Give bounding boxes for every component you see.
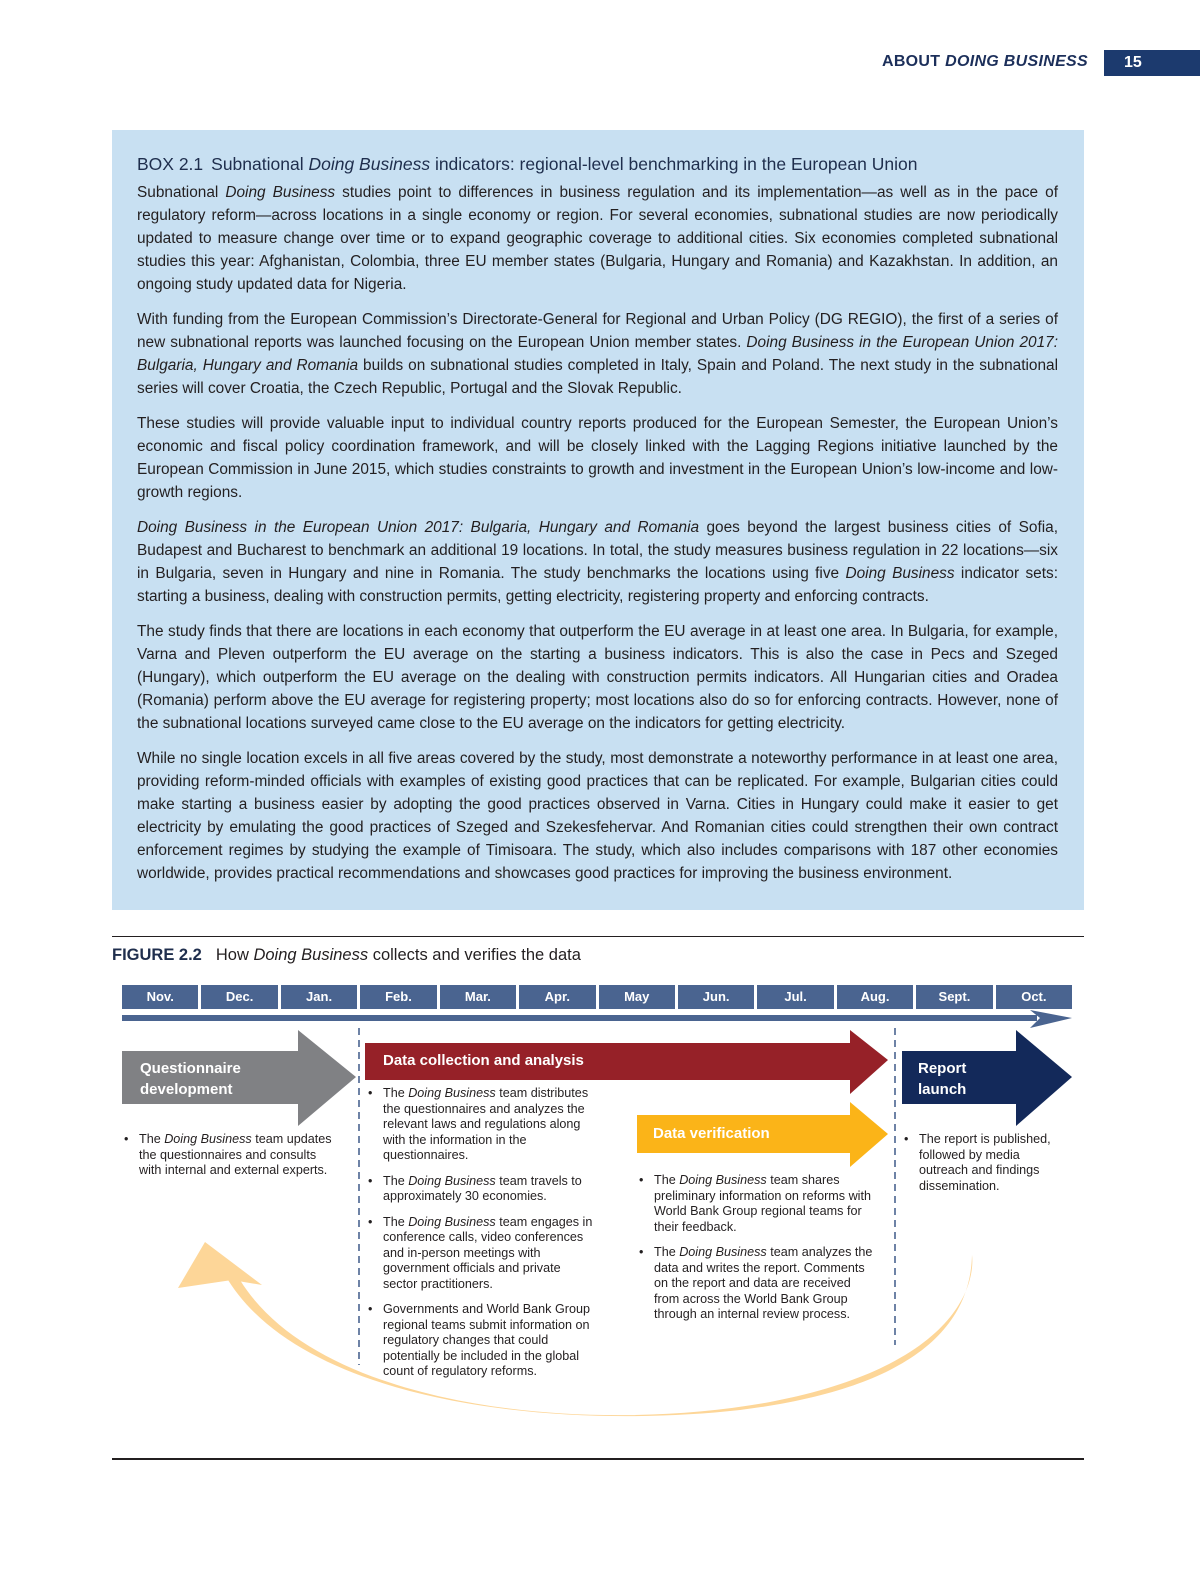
process-diagram xyxy=(0,1010,1200,1430)
box-label: BOX 2.1 xyxy=(137,154,204,174)
list-item xyxy=(366,1086,598,1164)
p4-italic-1: Doing Business in the European Union 2017: Bulgaria, Hungary and Romania xyxy=(137,519,700,536)
bottom-rule xyxy=(112,1458,1084,1460)
questionnaire-label xyxy=(140,1058,241,1100)
p1-a: Subnational xyxy=(137,184,226,201)
list-item xyxy=(366,1174,598,1205)
running-title xyxy=(882,53,1088,71)
bullet-post: team distributes the questionnaires and analyzes the relevant laws and regulations along with the information in the questionnaires. xyxy=(383,1086,589,1162)
p4-b: indicator sets: starting a business, dealing with construction permits, getting electricity, registering property and enforcing contracts. xyxy=(137,565,1058,605)
month-cell: Jul. xyxy=(757,985,833,1009)
p1-b: studies point to differences in business regulation and its implementation—as well as in the pace of regulatory reform—across locations in a single economy or region. For several economies, subnational studies are now periodically updated to measure change over time or to expand geographic coverage to additional cities. Six economies completed subnational studies this year: Afghanistan, Colombia, three EU member states (Bulgaria, Hungary and Romania) and Kazakhstan. In addition, an ongoing study updated data for Nigeria. xyxy=(137,184,1058,293)
data-collection-label: Data collection and analysis xyxy=(383,1052,584,1069)
list-item xyxy=(637,1245,875,1323)
bullet-pre: The xyxy=(383,1086,409,1100)
month-cell: Sept. xyxy=(916,985,992,1009)
questionnaire-label-line1: Questionnaire xyxy=(140,1060,241,1077)
bullet-post: team travels to approximately 30 economies. xyxy=(383,1173,582,1203)
bullet-post: team analyzes the data and writes the report. Comments on the report and data are received from across the World Bank Group through an internal review process. xyxy=(654,1245,873,1321)
p2-italic: Doing Business in the European Union 2017: Bulgaria, Hungary and Romania xyxy=(137,334,1058,374)
month-cell: May xyxy=(599,985,675,1009)
bullet-post: team engages in conference calls, video conferences and in-person meetings with government officials and private sector practitioners. xyxy=(383,1214,593,1291)
box-paragraph-5: The study finds that there are locations in each economy that outperform the EU average in at least one area. In Bulgaria, for example, Varna and Pleven outperform the EU average on the starting a business indicators. This is also the case in Pecs and Szeged (Hungary), which outperform the EU average on the dealing with construction permits indicators. All Hungarian cities and Oradea (Romania) perform above the EU average for registering property; most locations also do so for enforcing contracts. However, none of the subnational locations surveyed came close to the EU average on the indicators for getting electricity. xyxy=(137,623,1058,732)
month-cell: Oct. xyxy=(996,985,1072,1009)
box-paragraph-4 xyxy=(137,516,1058,608)
month-cell: Apr. xyxy=(519,985,595,1009)
month-cell: Feb. xyxy=(360,985,436,1009)
box-paragraph-3: These studies will provide valuable input to individual country reports produced for the European Semester, the European Union’s economic and fiscal policy coordination framework, and will be closely linked with the Lagging Regions initiative launched by the European Commission in June 2015, which studies constraints to growth and investment in the European Union’s low-income and low-growth regions. xyxy=(137,415,1058,501)
bullet-post: team shares preliminary information on reforms with World Bank Group regional teams for their feedback. xyxy=(654,1173,871,1234)
list-item: • The report is published, followed by media outreach and findings dissemination. xyxy=(902,1132,1072,1194)
box-title-pre: Subnational xyxy=(211,154,309,174)
list-item: • Governments and World Bank Group regional teams submit information on regulatory changes that could potentially be included in the global count of regulatory reforms. xyxy=(366,1302,598,1380)
p2-a: With funding from the European Commission’s Directorate-General for Regional and Urban Policy (DG REGIO), the first of a series of new subnational reports was launched focusing on the European Union member states. xyxy=(137,311,1058,351)
list-item xyxy=(366,1215,598,1293)
bullet-italic: Doing Business xyxy=(408,1214,496,1229)
month-cell: Mar. xyxy=(440,985,516,1009)
running-title-prefix: ABOUT xyxy=(881,53,946,70)
timeline-bar xyxy=(122,1015,1037,1021)
caption-post: collects and verifies the data xyxy=(368,946,581,964)
report-launch-label-line1: Report xyxy=(918,1060,967,1077)
list-item xyxy=(122,1132,337,1179)
bullet-post: team updates the questionnaires and consults with internal and external experts. xyxy=(139,1132,332,1177)
bullet-italic: Doing Business xyxy=(408,1086,496,1100)
cycle-arrowhead xyxy=(178,1242,262,1288)
month-cell: Dec. xyxy=(201,985,277,1009)
p4-a: goes beyond the largest business cities of Sofia, Budapest and Bucharest to benchmark an additional 19 locations. In total, the study measures business regulation in 22 locations—six in Bulgaria, seven in Hungary and nine in Romania. The study benchmarks the locations using five xyxy=(137,519,1058,582)
p4-italic-2: Doing Business xyxy=(845,565,955,582)
p2-b: builds on subnational studies completed in Italy, Spain and Poland. The next study in the subnational series will cover Croatia, the Czech Republic, Portugal and the Slovak Republic. xyxy=(137,357,1058,397)
questionnaire-bullets xyxy=(122,1132,337,1189)
bullet-italic: Doing Business xyxy=(679,1173,767,1187)
caption-italic: Doing Business xyxy=(253,946,369,964)
caption-pre: How xyxy=(215,946,254,964)
running-title-italic: DOING BUSINESS xyxy=(945,53,1088,70)
bullet-italic: Doing Business xyxy=(679,1245,767,1259)
box-2-1 xyxy=(112,130,1084,910)
month-cell: Jan. xyxy=(281,985,357,1009)
month-cell: Jun. xyxy=(678,985,754,1009)
bullet-italic: Doing Business xyxy=(164,1132,252,1146)
data-collection-bullets xyxy=(366,1086,598,1390)
figure-top-rule xyxy=(112,936,1084,937)
report-launch-label-line2: launch xyxy=(918,1081,967,1098)
bullet-pre: The xyxy=(383,1173,409,1188)
bullet-pre: The xyxy=(139,1132,165,1146)
box-paragraph-6: While no single location excels in all five areas covered by the study, most demonstrate a noteworthy performance in at least one area, providing reform-minded officials with examples of existing good practices that can be replicated. For example, Bulgarian cities could make starting a business easier by adopting the good practices observed in Varna. Cities in Hungary could make it easier to get electricity by emulating the good practices of Szeged and Szekesfehervar. And Romanian cities could strengthen their own contract enforcement regimes by studying the example of Timisoara. The study, which also includes comparisons with 187 other economies worldwide, provides practical recommendations and showcases good practices for improving the business environment. xyxy=(137,750,1058,882)
month-bar xyxy=(122,985,1072,1009)
box-paragraph-2 xyxy=(137,308,1058,400)
figure-caption xyxy=(112,946,581,965)
data-verification-label: Data verification xyxy=(653,1125,770,1142)
data-verification-bullets xyxy=(637,1173,875,1333)
box-title xyxy=(137,154,1058,175)
box-paragraph-1 xyxy=(137,181,1058,296)
bullet-pre: The xyxy=(383,1214,409,1229)
bullet-pre: The xyxy=(654,1245,680,1259)
p1-italic: Doing Business xyxy=(225,184,336,201)
list-item xyxy=(637,1173,875,1235)
timeline-arrow xyxy=(122,1010,1072,1028)
report-launch-bullets xyxy=(902,1132,1072,1204)
bullet-italic: Doing Business xyxy=(408,1173,496,1188)
bullet-pre: The xyxy=(654,1173,680,1187)
month-cell: Nov. xyxy=(122,985,198,1009)
running-header xyxy=(0,50,1200,76)
figure-label: FIGURE 2.2 xyxy=(112,946,202,964)
report-launch-label xyxy=(918,1058,966,1100)
box-title-post: indicators: regional-level benchmarking in the European Union xyxy=(430,154,918,174)
box-title-italic: Doing Business xyxy=(308,154,431,174)
page-number: 15 xyxy=(1104,50,1200,76)
questionnaire-label-line2: development xyxy=(140,1081,233,1098)
month-cell: Aug. xyxy=(837,985,913,1009)
